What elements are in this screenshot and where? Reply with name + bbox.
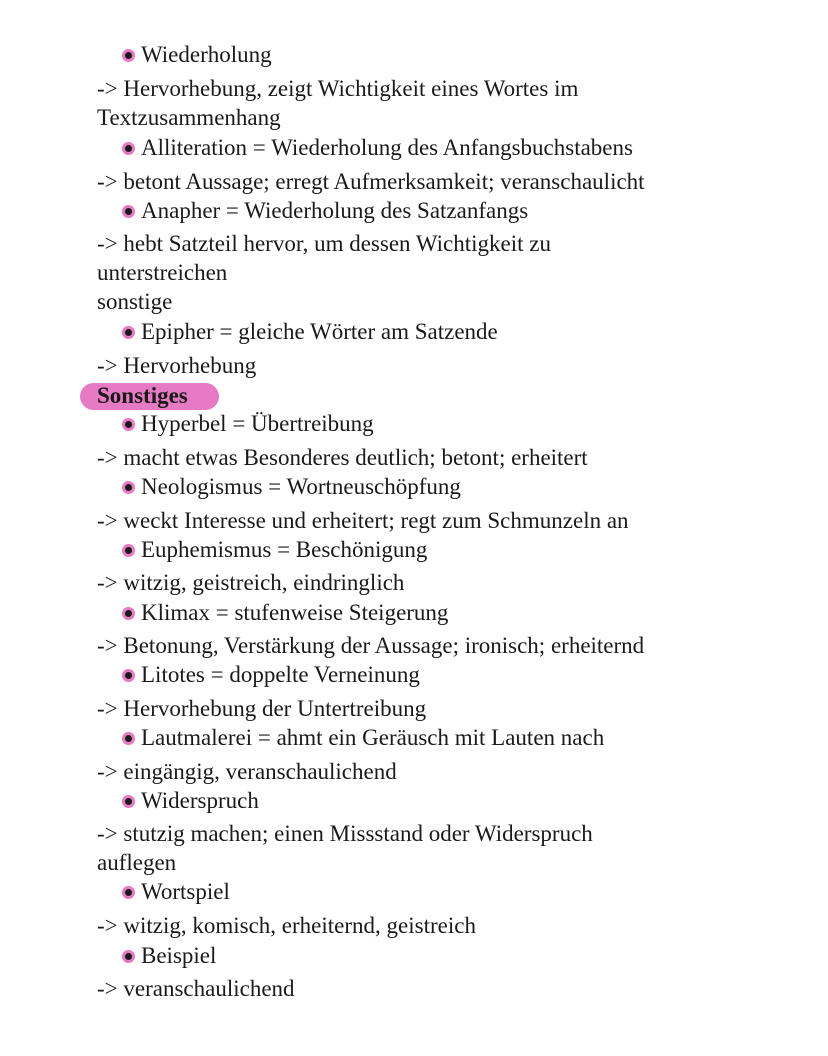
description-line: -> eingängig, veranschaulichend bbox=[97, 759, 397, 784]
description-line: unterstreichen bbox=[97, 260, 228, 285]
description-line: -> Betonung, Verstärkung der Aussage; ironisch; erheiternd bbox=[97, 633, 645, 658]
bullet-icon bbox=[122, 732, 135, 745]
description-line: -> witzig, geistreich, eindringlich bbox=[97, 570, 405, 595]
term-label: Euphemismus = Beschönigung bbox=[141, 537, 428, 562]
description-line: -> Hervorhebung der Untertreibung bbox=[97, 696, 427, 721]
description-line: -> Hervorhebung, zeigt Wichtigkeit eines Wortes im bbox=[97, 76, 579, 101]
bullet-icon bbox=[122, 205, 135, 218]
bullet-icon bbox=[122, 544, 135, 557]
term-label: Wiederholung bbox=[141, 42, 272, 67]
description-line: -> weckt Interesse und erheitert; regt zum Schmunzeln an bbox=[97, 508, 629, 533]
bullet-icon bbox=[122, 795, 135, 808]
term-label: Beispiel bbox=[141, 943, 217, 968]
description-line: Textzusammenhang bbox=[97, 105, 281, 130]
term-label: Lautmalerei = ahmt ein Geräusch mit Lauten nach bbox=[141, 725, 605, 750]
term-label: Klimax = stufenweise Steigerung bbox=[141, 600, 449, 625]
bullet-icon bbox=[122, 950, 135, 963]
term-label: Alliteration = Wiederholung des Anfangsbuchstabens bbox=[141, 135, 633, 160]
description-line: -> Hervorhebung bbox=[97, 353, 257, 378]
term-label: Widerspruch bbox=[141, 788, 259, 813]
section-heading: Sonstiges bbox=[97, 383, 188, 408]
term-label: Anapher = Wiederholung des Satzanfangs bbox=[141, 198, 529, 223]
description-line: -> stutzig machen; einen Missstand oder Widerspruch bbox=[97, 821, 593, 846]
term-label: Epipher = gleiche Wörter am Satzende bbox=[141, 319, 498, 344]
description-line: -> hebt Satzteil hervor, um dessen Wichtigkeit zu bbox=[97, 231, 551, 256]
description-line: -> witzig, komisch, erheiternd, geistreich bbox=[97, 913, 476, 938]
bullet-icon bbox=[122, 669, 135, 682]
bullet-icon bbox=[122, 886, 135, 899]
term-label: Litotes = doppelte Verneinung bbox=[141, 662, 420, 687]
term-label: Wortspiel bbox=[141, 879, 230, 904]
description-line: auflegen bbox=[97, 850, 177, 875]
bullet-icon bbox=[122, 418, 135, 431]
bullet-icon bbox=[122, 481, 135, 494]
term-label: Neologismus = Wortneuschöpfung bbox=[141, 474, 461, 499]
description-line: sonstige bbox=[97, 289, 173, 314]
bullet-icon bbox=[122, 326, 135, 339]
bullet-icon bbox=[122, 607, 135, 620]
bullet-icon bbox=[122, 142, 135, 155]
description-line: -> betont Aussage; erregt Aufmerksamkeit; veranschaulicht bbox=[97, 169, 645, 194]
description-line: -> macht etwas Besonderes deutlich; betont; erheitert bbox=[97, 445, 588, 470]
description-line: -> veranschaulichend bbox=[97, 976, 295, 1001]
bullet-icon bbox=[122, 49, 135, 62]
term-label: Hyperbel = Übertreibung bbox=[141, 411, 374, 436]
